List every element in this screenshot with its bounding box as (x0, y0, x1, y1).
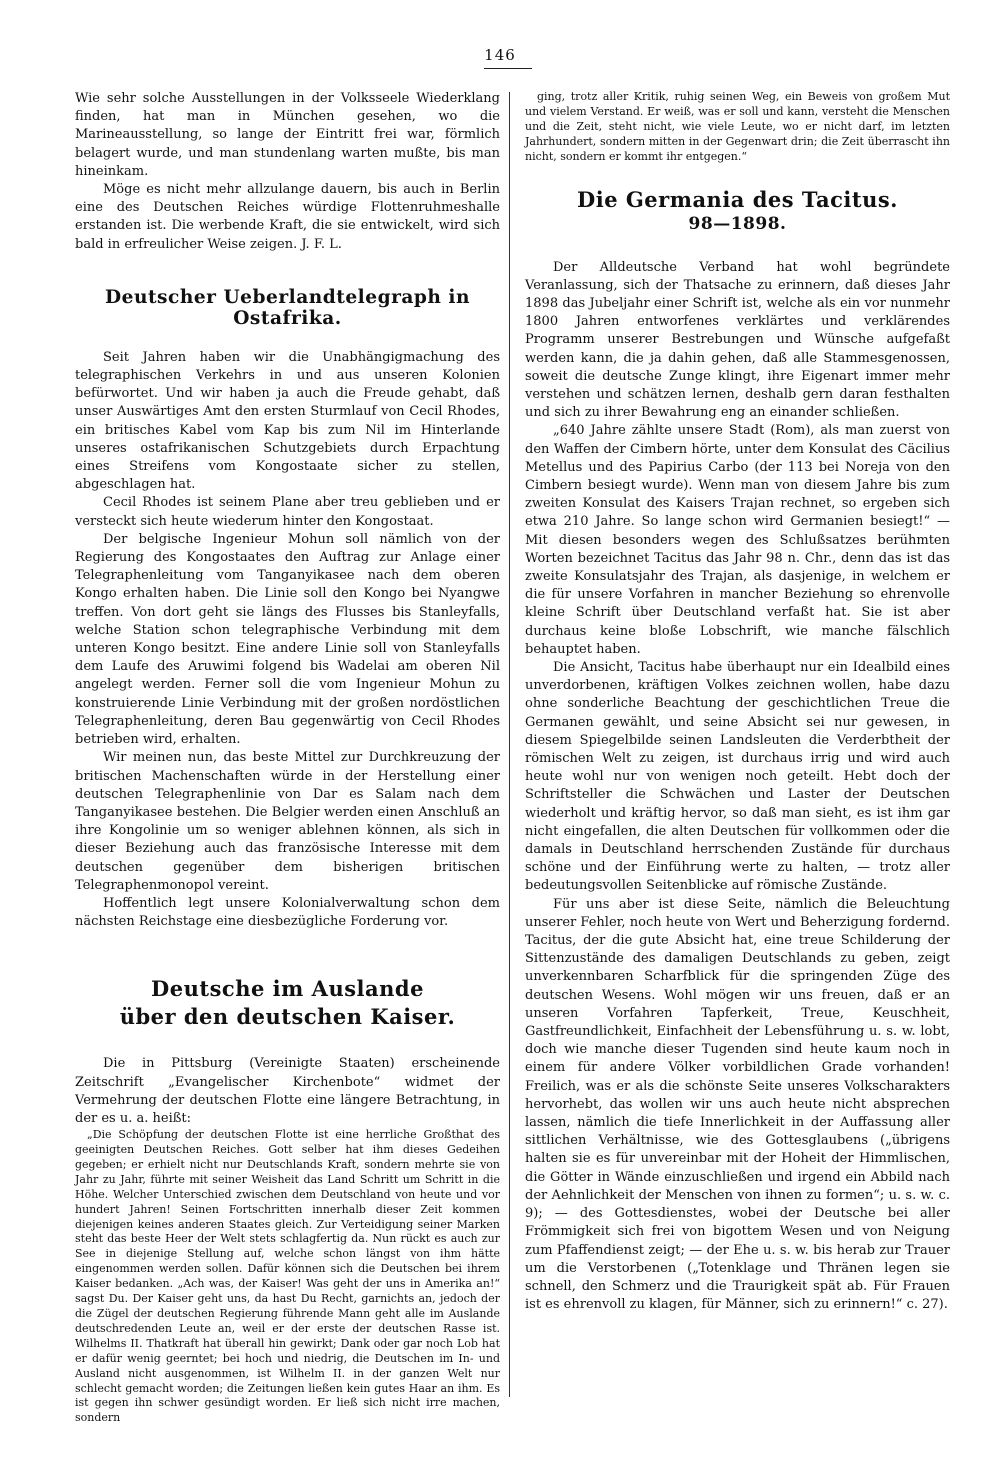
article-paragraph: Cecil Rhodes ist seinem Plane aber treu geblieben und er versteckt sich heute wiederum hinter den Kongostaat. (75, 495, 500, 529)
quoted-passage: „Die Schöpfung der deutschen Flotte ist eine herrliche Großthat des geeinigten Deutschen Reiches. Gott selber hat ihm dieses Gedeihen gegeben; er erhielt nicht nur Deutschlands Kraft, sondern mehrte sie von Jahr zu Jahr, führte mit seiner Weisheit das Land Schritt um Schritt in die Höhe. Welcher Unterschied zwischen dem Deutschland von heute und vor hundert Jahren! Seinen Fortschritten innerhalb dieser Zeit kommen diejenigen keines anderen Staates gleich. Zur Verteidigung seiner Marken steht das beste Heer der Welt stets schlagfertig da. Nun rückt es auch zur See in diejenige Stellung auf, welche schon längst von ihm hätte eingenommen werden sollen. Dafür können sich die Deutschen bei ihrem Kaiser bedanken. „Ach was, der Kaiser! Was geht der uns in Amerika an!“ sagst Du. Der Kaiser geht uns, da hast Du Recht, garnichts an, jedoch der die Zügel der deutschen Regierung führende Mann geht alle im Auslande deutschredenden Leute an, weil er der erste der deutschen Rasse ist. Wilhelms II. Thatkraft hat überall hin gewirkt; Dank oder gar noch Lob hat er dafür wenig geerntet; bei hoch und niedrig, die Deutschen im In- und Ausland nicht ausgenommen, ist Wilhelm II. in der ganzen Welt nur schlecht gemacht worden; die Zeitungen ließen kein gutes Haar an ihm. Es ist gegen ihn schwer gesündigt worden. Er ließ sich nicht irre machen, sondern (75, 1128, 500, 1425)
quoted-passage-continued: ging, trotz aller Kritik, ruhig seinen Weg, ein Beweis von großem Mut und vielem Verstand. Er weiß, was er soll und kann, versteht die Menschen und die Zeit, steht nicht, wie viele Leute, wo er nicht darf, im letzten Jahrhundert, sondern mitten in der Gegenwart drin; die Zeit überrascht ihn nicht, sondern er kommt ihr entgegen.“ (525, 90, 950, 163)
article-title-telegraph: Deutscher Ueberlandtelegraph in Ostafrika. (104, 286, 470, 329)
article-title-line: über den deutschen Kaiser. (119, 1004, 456, 1030)
article-subtitle-dates: 98—1898. (688, 213, 787, 234)
article-paragraph: Der Alldeutsche Verband hat wohl begründete Veranlassung, sich der Thatsache zu erinnern, daß dieses Jahr 1898 das Jubeljahr einer Schrift ist, welche als ein vor nunmehr 1800 Jahren entworfenes verklärtes und verklärendes Programm unserer Bestrebungen und Wünsche aufgefaßt werden kann, die ja dahin gehen, daß alle Stammesgenossen, soweit die deutsche Zunge klingt, ihre Eigenart immer mehr verstehen und schätzen lernen, deshalb gern daran festhalten und sich zu ihrer Bewahrung eng an einander schließen. (525, 259, 950, 421)
page-number-rule (484, 68, 532, 69)
article-paragraph: Wir meinen nun, das beste Mittel zur Durchkreuzung der britischen Machenschaften würde in der Herstellung einer deutschen Telegraphenlinie von Dar es Salam nach dem Tanganyikasee bestehen. Die Belgier werden einen Anschluß an ihre Kongolinie um so weniger ablehnen können, als sich in dieser Beziehung auch das französische Interesse mit dem deutschen gegenüber dem bisherigen britischen Telegraphenmonopol vereint. (75, 750, 500, 893)
article-title-line: Deutsche im Auslande (151, 976, 424, 1002)
left-column (75, 90, 500, 1425)
article-paragraph: Für uns aber ist diese Seite, nämlich die Beleuchtung unserer Fehler, noch heute von Wert und Beherzigung fordernd. Tacitus, der die gute Absicht hat, eine treue Schilderung der Sittenzustände des damaligen Deutschlands zu geben, zeigt unverkennbaren Scharfblick für die springenden Züge des deutschen Wesens. Wohl mögen wir uns freuen, daß er an unseren Vorfahren Tapferkeit, Treue, Keuschheit, Gastfreundlichkeit, Einfachheit der Lebensführung u. s. w. lobt, doch wie manche dieser Tugenden sind heute kaum noch in einem für andere Völker vorbildlichen Grade vorhanden! Freilich, was er als die schönste Seite unseres Volkscharakters hervorhebt, das wollen wir uns auch heute nicht absprechen lassen, nämlich die tiefe Innerlichkeit in der Auffassung aller sittlichen Verhältnisse, wie des Gottesglaubens („übrigens halten sie es für unvereinbar mit der Hoheit der Himmlischen, die Götter in Wände einzuschließen und irgend ein Abbild nach der Aehnlichkeit der Menschen von ihnen zu formen“; u. s. w. c. 9); — des Gottesdienstes, wobei der Deutsche bei aller Frömmigkeit sich frei von bigottem Wesen und von Neigung zum Pfaffendienst zeigt; — der Ehe u. s. w. bis herab zur Trauer um die Verstorbenen („Totenklage und Thränen legen sie schnell, den Schmerz und die Traurigkeit spät ab. Für Frauen ist es ehrenvoll zu klagen, für Männer, sich zu erinnern!“ c. 27). (525, 896, 950, 1313)
article-paragraph: „640 Jahre zählte unsere Stadt (Rom), als man zuerst von den Waffen der Cimbern hörte, unter dem Konsulat des Cäcilius Metellus und des Papirius Carbo (der 113 bei Noreja von den Cimbern besiegt wurde). Wenn man von diesem Jahre bis zum zweiten Konsulat des Kaisers Trajan rechnet, so ergeben sich etwa 210 Jahre. So lange schon wird Germanien besiegt!“ — Mit diesen besonders wegen des Schlußsatzes berühmten Worten bezeichnet Tacitus das Jahr 98 n. Chr., denn das ist das zweite Konsulatsjahr des Trajan, als dasjenige, in welchem er die für unsere Vorfahren in mancher Beziehung so ehrenvolle kleine Schrift über Deutschland verfaßt hat. Sie ist aber durchaus keine bloße Lobschrift, wie manche fälschlich behauptet haben. (525, 423, 950, 657)
page-number: 146 (484, 46, 516, 64)
intro-paragraph: Möge es nicht mehr allzulange dauern, bis auch in Berlin eine des Deutschen Reiches würdige Flottenruhmeshalle erstanden ist. Die werbende Kraft, die sie entwickelt, wird sich bald in erfreulicher Weise zeigen. J. F. L. (75, 182, 500, 252)
column-divider (509, 92, 510, 1397)
article-paragraph: Hoffentlich legt unsere Kolonialverwaltung schon dem nächsten Reichstage eine diesbezügliche Forderung vor. (75, 895, 500, 930)
article-title-kaiser (75, 975, 500, 1031)
article-paragraph: Die in Pittsburg (Vereinigte Staaten) erscheinende Zeitschrift „Evangelischer Kirchenbote“ widmet der Vermehrung der deutschen Flotte eine längere Betrachtung, in der es u. a. heißt: (75, 1056, 500, 1126)
article-title-germania: Die Germania des Tacitus. (577, 186, 898, 212)
right-column (525, 90, 950, 1400)
article-paragraph: Der belgische Ingenieur Mohun soll nämlich von der Regierung des Kongostaates den Auftrag zur Anlage einer Telegraphenleitung vom Tanganyikasee nach dem oberen Kongo erhalten haben. Die Linie soll den Kongo bei Nyangwe treffen. Von dort geht sie längs des Flusses bis Stanleyfalls, welche Station schon telegraphische Verbindung mit dem unteren Kongo besitzt. Eine andere Linie soll von Stanleyfalls dem Laufe des Aruwimi folgend bis Wadelai am oberen Nil angelegt werden. Ferner soll die vom Ingenieur Mohun zu konstruierende Linie Verbindung mit der großen nordöstlichen Telegraphenleitung, deren Bau gegenwärtig von Cecil Rhodes betrieben wird, erhalten. (75, 531, 500, 748)
article-paragraph: Die Ansicht, Tacitus habe überhaupt nur ein Idealbild eines unverdorbenen, kräftigen Volkes zeichnen wollen, habe dazu ohne sonderliche Beachtung der geschichtlichen Treue die Germanen gewählt, und seine Absicht sei nur gewesen, in diesem Spiegelbilde seinen Landsleuten die Verderbtheit der römischen Welt zu zeigen, ist durchaus irrig und wird auch heute wohl nur von wenigen noch geteilt. Hebt doch der Schriftsteller die Schwächen und Laster der Deutschen wiederholt und kräftig hervor, so daß man sieht, es ist ihm gar nicht eingefallen, die alten Deutschen für vollkommen oder die damals in Deutschland herrschenden Zustände für durchaus schöne und der Einführung werte zu halten, — trotz aller bedeutungsvollen Seitenblicke auf römische Zustände. (525, 660, 950, 894)
article-paragraph: Seit Jahren haben wir die Unabhängigmachung des telegraphischen Verkehrs in und aus unseren Kolonien befürwortet. Und wir haben ja auch die Freude gehabt, daß unser Auswärtiges Amt den ersten Sturmlauf von Cecil Rhodes, ein britisches Kabel vom Kap bis zum Nil im Hinterlande unseres ostafrikanischen Schutzgebiets durch Erpachtung eines Streifens vom Kongostaate sicher zu stellen, abgeschlagen hat. (75, 349, 500, 493)
intro-paragraph: Wie sehr solche Ausstellungen in der Volksseele Wiederklang finden, hat man in München gesehen, wo die Marineausstellung, so lange der Eintritt frei war, förmlich belagert wurde, und man stundenlang warten mußte, bis man hineinkam. (75, 91, 500, 179)
